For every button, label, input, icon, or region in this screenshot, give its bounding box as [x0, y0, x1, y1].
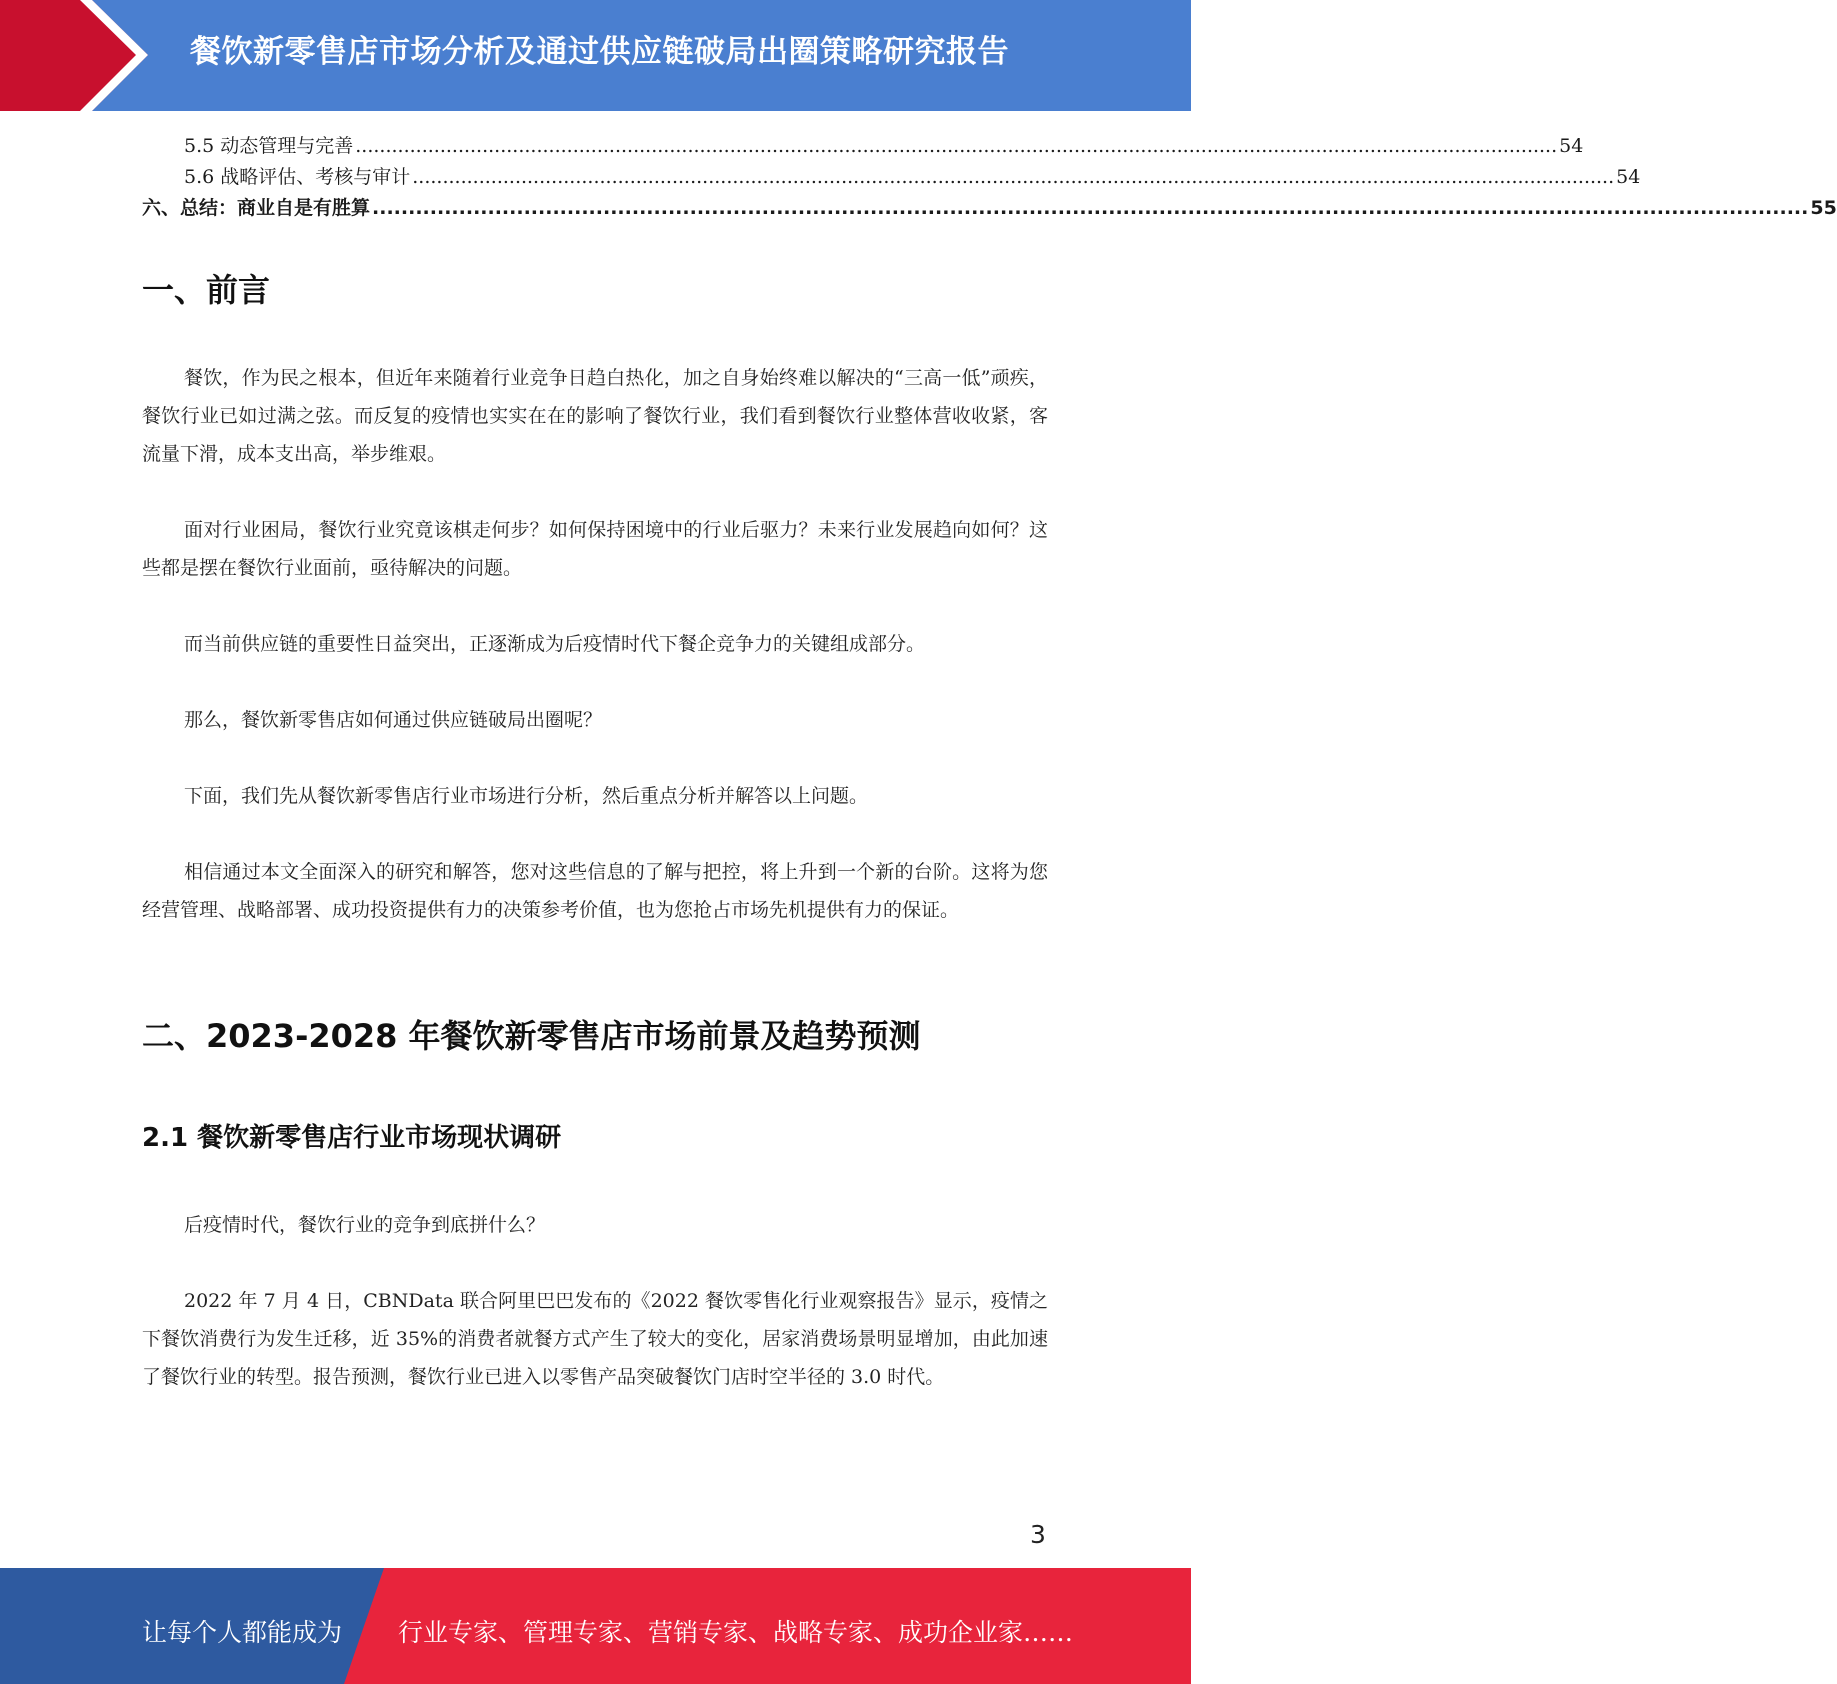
toc-leader: .......................................................................................................................................................................................................	[412, 166, 1615, 188]
page-number: 3	[1030, 1520, 1046, 1549]
paragraph: 而当前供应链的重要性日益突出，正逐渐成为后疫情时代下餐企竞争力的关键组成部分。	[184, 633, 926, 655]
paragraph: 面对行业困局，餐饮行业究竟该棋走何步？如何保持困境中的行业后驱力？未来行业发展趋向如何？这些都是摆在餐饮行业面前，亟待解决的问题。	[142, 519, 1048, 579]
paragraph: 餐饮，作为民之根本，但近年来随着行业竞争日趋白热化，加之自身始终难以解决的“三高一低”顽疾，餐饮行业已如过满之弦。而反复的疫情也实实在在的影响了餐饮行业，我们看到餐饮行业整体营收收紧，客流量下滑，成本支出高，举步维艰。	[142, 367, 1048, 465]
subsection-title: 2.1 餐饮新零售店行业市场现状调研	[142, 1123, 562, 1153]
toc-page: 54	[1616, 166, 1641, 188]
footer-banner	[0, 1568, 1191, 1684]
footer-slogan-left: 让每个人都能成为	[142, 1618, 343, 1647]
section-title-outlook: 二、2023-2028 年餐饮新零售店市场前景及趋势预测	[142, 1017, 921, 1055]
paragraph: 后疫情时代，餐饮行业的竞争到底拼什么？	[184, 1214, 546, 1236]
paragraph: 下面，我们先从餐饮新零售店行业市场进行分析，然后重点分析并解答以上问题。	[184, 785, 869, 807]
toc-label: 5.6 战略评估、考核与审计	[184, 166, 411, 188]
toc-entry[interactable]	[142, 162, 1641, 189]
paragraph: 2022 年 7 月 4 日，CBNData 联合阿里巴巴发布的《2022 餐饮零售化行业观察报告》显示，疫情之下餐饮消费行为发生迁移，近 35%的消费者就餐方式产生了较大的变化，居家消费场景明显增加，由此加速了餐饮行业的转型。报告预测，餐饮行业已进入以零售产品突破餐饮门店时空半径的 3.0 时代。	[142, 1290, 1048, 1388]
footer-slogan-right: 行业专家、管理专家、营销专家、战略专家、成功企业家……	[398, 1618, 1074, 1647]
toc-label: 六、总结：商业自是有胜算	[142, 197, 371, 219]
header-red-chevron	[0, 0, 160, 111]
toc-leader: .......................................................................................................................................................................................................	[372, 197, 1809, 219]
paragraph: 相信通过本文全面深入的研究和解答，您对这些信息的了解与把控，将上升到一个新的台阶。这将为您经营管理、战略部署、成功投资提供有力的决策参考价值，也为您抢占市场先机提供有力的保证。	[142, 861, 1048, 921]
toc-page: 55	[1810, 197, 1837, 219]
header-title: 餐饮新零售店市场分析及通过供应链破局出圈策略研究报告	[190, 34, 1009, 70]
header-banner	[0, 0, 1191, 111]
toc-label: 5.5 动态管理与完善	[184, 135, 354, 157]
toc-entry[interactable]	[142, 131, 1584, 158]
toc-leader: .......................................................................................................................................................................................................	[355, 135, 1558, 157]
section-title-preface: 一、前言	[142, 271, 271, 309]
paragraph: 那么，餐饮新零售店如何通过供应链破局出圈呢？	[184, 709, 603, 731]
toc-page: 54	[1559, 135, 1584, 157]
toc-entry[interactable]	[142, 193, 1837, 220]
